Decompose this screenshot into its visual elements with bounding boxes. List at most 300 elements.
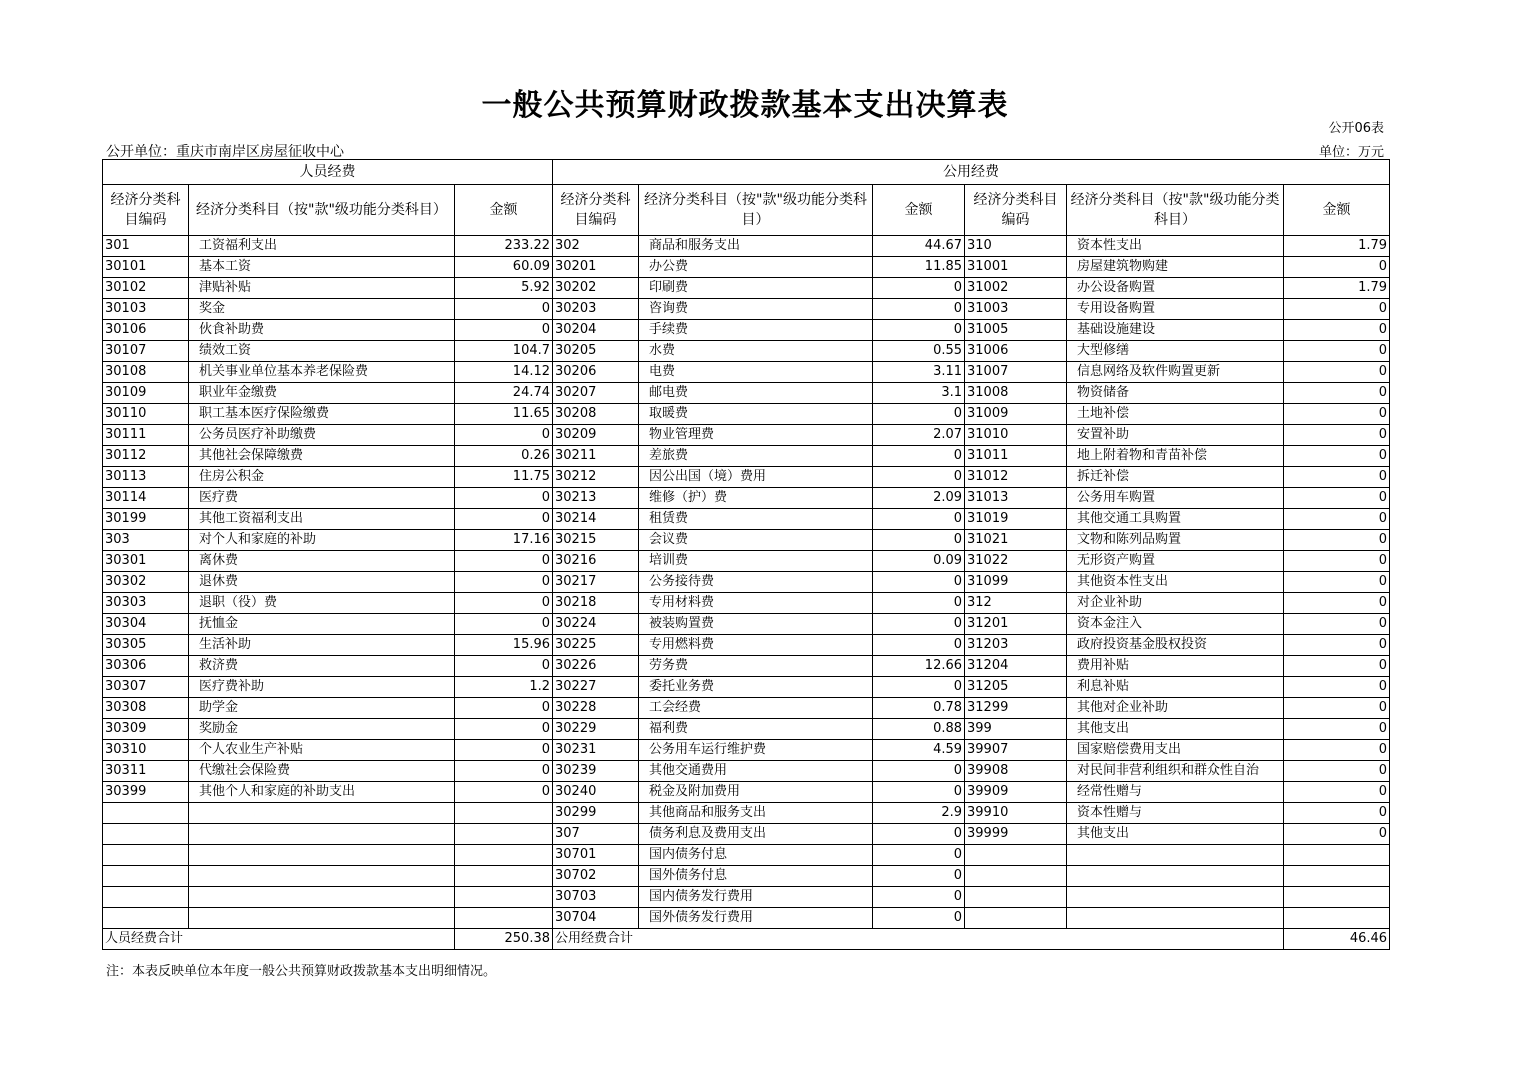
code-cell: 30201 [553,257,639,278]
code-cell: 30103 [103,299,189,320]
amount-cell [455,866,553,887]
col-amount-header: 金额 [455,185,553,236]
amount-cell: 0 [1284,551,1390,572]
code-cell: 30107 [103,341,189,362]
code-cell: 30218 [553,593,639,614]
amount-cell: 0 [873,614,965,635]
code-cell: 30308 [103,698,189,719]
page-title: 一般公共预算财政拨款基本支出决算表 [481,88,1009,123]
amount-cell: 233.22 [455,236,553,257]
code-cell: 31099 [965,572,1067,593]
name-cell: 房屋建筑物购建 [1067,257,1284,278]
name-cell: 抚恤金 [189,614,455,635]
code-cell: 31022 [965,551,1067,572]
name-cell: 基本工资 [189,257,455,278]
amount-cell: 0 [1284,719,1390,740]
totals-row [103,929,1390,950]
name-cell: 手续费 [639,320,873,341]
amount-cell: 3.1 [873,383,965,404]
amount-cell: 24.74 [455,383,553,404]
amount-cell: 0 [873,509,965,530]
amount-cell: 0 [873,761,965,782]
amount-cell: 0 [1284,740,1390,761]
name-cell: 国内债务付息 [639,845,873,866]
table-row [103,488,1390,509]
code-cell: 30311 [103,761,189,782]
code-cell: 30113 [103,467,189,488]
name-cell: 委托业务费 [639,677,873,698]
code-cell: 30299 [553,803,639,824]
name-cell: 其他工资福利支出 [189,509,455,530]
name-cell: 职业年金缴费 [189,383,455,404]
code-cell: 31201 [965,614,1067,635]
name-cell [1067,866,1284,887]
amount-cell: 0 [1284,824,1390,845]
amount-cell: 0 [873,782,965,803]
name-cell: 伙食补助费 [189,320,455,341]
amount-cell: 0 [455,551,553,572]
amount-cell: 5.92 [455,278,553,299]
code-cell: 30301 [103,551,189,572]
amount-cell: 15.96 [455,635,553,656]
amount-cell: 0 [1284,509,1390,530]
amount-cell: 1.79 [1284,278,1390,299]
code-cell: 31205 [965,677,1067,698]
table-row [103,908,1390,929]
unit-name: 公开单位：重庆市南岸区房屋征收中心 [106,144,344,160]
amount-cell [1284,845,1390,866]
amount-cell: 0 [873,677,965,698]
public-total-label: 公用经费合计 [553,929,1284,950]
name-cell: 土地补偿 [1067,404,1284,425]
table-row [103,782,1390,803]
code-cell: 30226 [553,656,639,677]
code-cell: 30204 [553,320,639,341]
table-row [103,404,1390,425]
amount-cell: 0 [1284,425,1390,446]
code-cell: 30216 [553,551,639,572]
table-row [103,341,1390,362]
public-header: 公用经费 [553,160,1390,185]
code-cell [965,887,1067,908]
code-cell: 39908 [965,761,1067,782]
amount-cell: 0 [873,320,965,341]
personnel-total-value: 250.38 [455,929,553,950]
name-cell: 机关事业单位基本养老保险费 [189,362,455,383]
name-cell: 代缴社会保险费 [189,761,455,782]
name-cell: 工资福利支出 [189,236,455,257]
amount-cell: 2.9 [873,803,965,824]
amount-cell: 0 [873,299,965,320]
code-cell: 30106 [103,320,189,341]
code-cell: 30704 [553,908,639,929]
code-cell: 30703 [553,887,639,908]
amount-cell: 0 [1284,383,1390,404]
amount-cell: 0 [873,845,965,866]
name-cell: 培训费 [639,551,873,572]
name-cell: 国外债务付息 [639,866,873,887]
amount-cell: 0 [873,887,965,908]
name-cell: 因公出国（境）费用 [639,467,873,488]
code-cell: 31003 [965,299,1067,320]
code-cell: 30205 [553,341,639,362]
name-cell: 公务用车购置 [1067,488,1284,509]
amount-cell: 0 [455,425,553,446]
name-cell: 费用补贴 [1067,656,1284,677]
name-cell: 维修（护）费 [639,488,873,509]
table-row [103,236,1390,257]
code-cell: 30228 [553,698,639,719]
name-cell: 其他个人和家庭的补助支出 [189,782,455,803]
amount-cell: 0 [873,908,965,929]
code-cell: 301 [103,236,189,257]
table-row [103,593,1390,614]
table-row [103,425,1390,446]
amount-cell: 0 [1284,320,1390,341]
code-cell: 31009 [965,404,1067,425]
amount-cell: 0 [1284,257,1390,278]
code-cell: 312 [965,593,1067,614]
name-cell [189,845,455,866]
code-cell: 31019 [965,509,1067,530]
code-cell: 30239 [553,761,639,782]
amount-cell: 0 [873,446,965,467]
code-cell: 399 [965,719,1067,740]
amount-cell: 0 [455,719,553,740]
code-cell: 31299 [965,698,1067,719]
amount-cell [455,845,553,866]
name-cell: 大型修缮 [1067,341,1284,362]
name-cell: 医疗费补助 [189,677,455,698]
table-row [103,509,1390,530]
amount-cell: 0 [873,635,965,656]
code-cell: 30225 [553,635,639,656]
table-row [103,698,1390,719]
table-row [103,320,1390,341]
amount-cell: 44.67 [873,236,965,257]
code-cell: 310 [965,236,1067,257]
name-cell [189,887,455,908]
name-cell: 其他交通工具购置 [1067,509,1284,530]
name-cell: 救济费 [189,656,455,677]
code-cell: 30111 [103,425,189,446]
name-cell: 安置补助 [1067,425,1284,446]
amount-cell: 1.79 [1284,236,1390,257]
code-cell [965,845,1067,866]
name-cell [1067,908,1284,929]
amount-cell: 104.7 [455,341,553,362]
amount-cell: 0 [873,866,965,887]
name-cell: 取暖费 [639,404,873,425]
code-cell: 30702 [553,866,639,887]
name-cell: 被装购置费 [639,614,873,635]
name-cell: 债务利息及费用支出 [639,824,873,845]
name-cell: 无形资产购置 [1067,551,1284,572]
amount-cell [1284,908,1390,929]
amount-cell: 0 [1284,488,1390,509]
amount-cell: 0.78 [873,698,965,719]
table-row [103,635,1390,656]
code-cell: 30199 [103,509,189,530]
col-name-header: 经济分类科目（按"款"级功能分类科目） [1067,185,1284,236]
code-cell: 30217 [553,572,639,593]
name-cell: 对个人和家庭的补助 [189,530,455,551]
code-cell: 30213 [553,488,639,509]
name-cell: 国外债务发行费用 [639,908,873,929]
amount-cell: 14.12 [455,362,553,383]
amount-cell: 0 [1284,677,1390,698]
name-cell: 利息补贴 [1067,677,1284,698]
name-cell: 拆迁补偿 [1067,467,1284,488]
code-cell: 30304 [103,614,189,635]
code-cell: 30202 [553,278,639,299]
amount-cell: 12.66 [873,656,965,677]
amount-cell: 0 [1284,299,1390,320]
amount-cell: 0 [455,740,553,761]
name-cell: 办公设备购置 [1067,278,1284,299]
amount-cell: 0.55 [873,341,965,362]
name-cell: 生活补助 [189,635,455,656]
table-row [103,887,1390,908]
amount-cell: 0 [455,614,553,635]
amount-cell: 0 [873,593,965,614]
col-amount-header: 金额 [1284,185,1390,236]
amount-cell: 0 [1284,446,1390,467]
amount-cell: 0 [455,698,553,719]
code-cell: 30208 [553,404,639,425]
code-cell: 30110 [103,404,189,425]
code-cell: 30305 [103,635,189,656]
code-cell: 31203 [965,635,1067,656]
name-cell: 电费 [639,362,873,383]
amount-cell: 0 [1284,782,1390,803]
name-cell: 劳务费 [639,656,873,677]
amount-cell: 4.59 [873,740,965,761]
name-cell: 公务员医疗补助缴费 [189,425,455,446]
name-cell: 专用材料费 [639,593,873,614]
code-cell: 39909 [965,782,1067,803]
name-cell [1067,845,1284,866]
table-row [103,656,1390,677]
name-cell: 邮电费 [639,383,873,404]
code-cell [965,866,1067,887]
expenditure-table [102,159,1390,950]
code-cell: 30310 [103,740,189,761]
name-cell [189,866,455,887]
public-total-value: 46.46 [1284,929,1390,950]
name-cell: 专用设备购置 [1067,299,1284,320]
amount-cell: 0 [873,467,965,488]
code-cell: 30224 [553,614,639,635]
code-cell: 30108 [103,362,189,383]
amount-cell: 0 [1284,761,1390,782]
table-row [103,614,1390,635]
code-cell: 30399 [103,782,189,803]
name-cell: 办公费 [639,257,873,278]
name-cell: 信息网络及软件购置更新 [1067,362,1284,383]
table-row [103,845,1390,866]
table-row [103,530,1390,551]
amount-cell: 0 [1284,467,1390,488]
name-cell: 印刷费 [639,278,873,299]
name-cell: 其他商品和服务支出 [639,803,873,824]
name-cell: 其他支出 [1067,719,1284,740]
unit-label: 单位：万元 [1318,145,1384,160]
code-cell: 30302 [103,572,189,593]
name-cell: 离休费 [189,551,455,572]
code-cell: 303 [103,530,189,551]
name-cell: 其他社会保障缴费 [189,446,455,467]
code-cell: 302 [553,236,639,257]
code-cell: 30701 [553,845,639,866]
amount-cell: 0 [873,572,965,593]
name-cell: 福利费 [639,719,873,740]
name-cell: 国内债务发行费用 [639,887,873,908]
col-code-header: 经济分类科目编码 [553,185,639,236]
name-cell: 绩效工资 [189,341,455,362]
amount-cell [455,908,553,929]
amount-cell: 0 [455,320,553,341]
amount-cell: 0.26 [455,446,553,467]
amount-cell: 0 [1284,803,1390,824]
name-cell: 基础设施建设 [1067,320,1284,341]
table-row [103,824,1390,845]
code-cell: 31204 [965,656,1067,677]
name-cell: 医疗费 [189,488,455,509]
amount-cell: 0.09 [873,551,965,572]
name-cell: 退职（役）费 [189,593,455,614]
code-cell: 31010 [965,425,1067,446]
table-row [103,572,1390,593]
amount-cell: 11.85 [873,257,965,278]
col-name-header: 经济分类科目（按"款"级功能分类科目） [189,185,455,236]
code-cell [103,803,189,824]
name-cell: 物资储备 [1067,383,1284,404]
name-cell: 专用燃料费 [639,635,873,656]
name-cell: 资本性支出 [1067,236,1284,257]
amount-cell: 0 [1284,593,1390,614]
code-cell: 30227 [553,677,639,698]
amount-cell [1284,866,1390,887]
code-cell: 39910 [965,803,1067,824]
code-cell [965,908,1067,929]
code-cell: 39907 [965,740,1067,761]
amount-cell: 0 [455,572,553,593]
amount-cell: 0 [873,404,965,425]
table-row [103,719,1390,740]
name-cell: 政府投资基金股权投资 [1067,635,1284,656]
col-name-header: 经济分类科目（按"款"级功能分类科目） [639,185,873,236]
code-cell: 30109 [103,383,189,404]
code-cell [103,887,189,908]
table-row [103,866,1390,887]
code-cell: 39999 [965,824,1067,845]
code-cell: 31008 [965,383,1067,404]
amount-cell [1284,887,1390,908]
name-cell: 其他资本性支出 [1067,572,1284,593]
name-cell: 职工基本医疗保险缴费 [189,404,455,425]
code-cell: 30209 [553,425,639,446]
name-cell: 对企业补助 [1067,593,1284,614]
name-cell: 住房公积金 [189,467,455,488]
name-cell: 租赁费 [639,509,873,530]
name-cell: 助学金 [189,698,455,719]
code-cell: 30229 [553,719,639,740]
code-cell: 30211 [553,446,639,467]
name-cell [189,908,455,929]
name-cell: 商品和服务支出 [639,236,873,257]
code-cell: 30240 [553,782,639,803]
col-amount-header: 金额 [873,185,965,236]
code-cell [103,866,189,887]
code-cell [103,845,189,866]
table-body [103,236,1390,929]
amount-cell: 0 [1284,614,1390,635]
amount-cell: 0 [455,656,553,677]
code-cell [103,908,189,929]
code-cell: 31013 [965,488,1067,509]
name-cell: 水费 [639,341,873,362]
amount-cell: 11.65 [455,404,553,425]
amount-cell: 0 [1284,530,1390,551]
amount-cell: 0 [873,530,965,551]
code-cell: 30214 [553,509,639,530]
amount-cell: 0 [455,299,553,320]
name-cell: 其他支出 [1067,824,1284,845]
name-cell: 资本金注入 [1067,614,1284,635]
amount-cell: 0 [455,761,553,782]
amount-cell [455,824,553,845]
name-cell: 其他对企业补助 [1067,698,1284,719]
code-cell: 307 [553,824,639,845]
amount-cell: 0 [873,824,965,845]
name-cell: 其他交通费用 [639,761,873,782]
amount-cell: 0 [1284,635,1390,656]
amount-cell [455,887,553,908]
code-cell: 31011 [965,446,1067,467]
code-cell: 30206 [553,362,639,383]
name-cell [189,824,455,845]
name-cell: 退休费 [189,572,455,593]
name-cell: 会议费 [639,530,873,551]
name-cell: 文物和陈列品购置 [1067,530,1284,551]
amount-cell: 0 [1284,656,1390,677]
code-cell: 30102 [103,278,189,299]
personnel-header: 人员经费 [103,160,553,185]
name-cell [189,803,455,824]
name-cell: 对民间非营利组织和群众性自治 [1067,761,1284,782]
amount-cell: 60.09 [455,257,553,278]
table-row [103,551,1390,572]
name-cell [1067,887,1284,908]
code-cell: 31006 [965,341,1067,362]
table-row [103,803,1390,824]
name-cell: 差旅费 [639,446,873,467]
table-row [103,467,1390,488]
table-code: 公开06表 [1328,121,1384,136]
code-cell: 30303 [103,593,189,614]
amount-cell: 1.2 [455,677,553,698]
amount-cell: 0 [1284,404,1390,425]
amount-cell: 0 [1284,362,1390,383]
amount-cell: 11.75 [455,467,553,488]
code-cell: 31012 [965,467,1067,488]
amount-cell: 0 [873,278,965,299]
name-cell: 奖金 [189,299,455,320]
amount-cell [455,803,553,824]
code-cell: 30101 [103,257,189,278]
code-cell: 30207 [553,383,639,404]
